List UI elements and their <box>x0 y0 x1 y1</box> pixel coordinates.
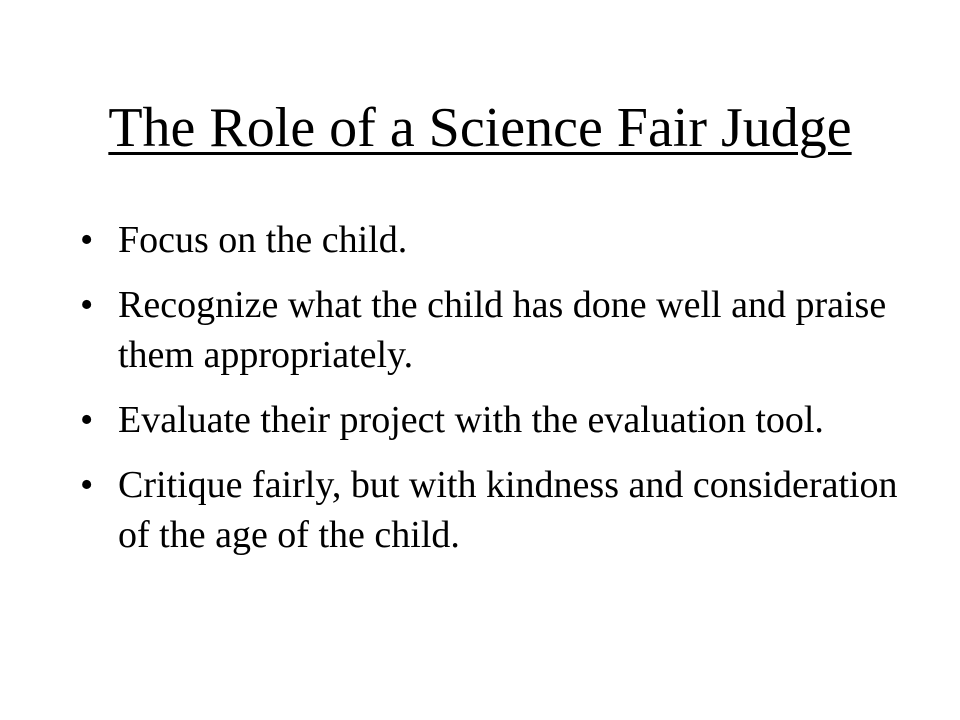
bullet-item <box>80 215 910 265</box>
bullet-list <box>80 215 910 575</box>
bullet-item <box>80 395 910 445</box>
bullet-item <box>80 280 910 380</box>
bullet-text: Evaluate their project with the evaluation tool. <box>118 399 824 441</box>
bullet-text: Recognize what the child has done well and praise them appropriately. <box>118 284 887 376</box>
bullet-icon: • <box>80 399 94 441</box>
bullet-text: Focus on the child. <box>118 219 408 261</box>
slide-title: The Role of a Science Fair Judge <box>108 97 852 159</box>
bullet-icon: • <box>80 219 94 261</box>
bullet-text: Critique fairly, but with kindness and consideration of the age of the child. <box>118 464 898 556</box>
bullet-icon: • <box>80 464 94 506</box>
bullet-item <box>80 460 910 560</box>
bullet-icon: • <box>80 284 94 326</box>
